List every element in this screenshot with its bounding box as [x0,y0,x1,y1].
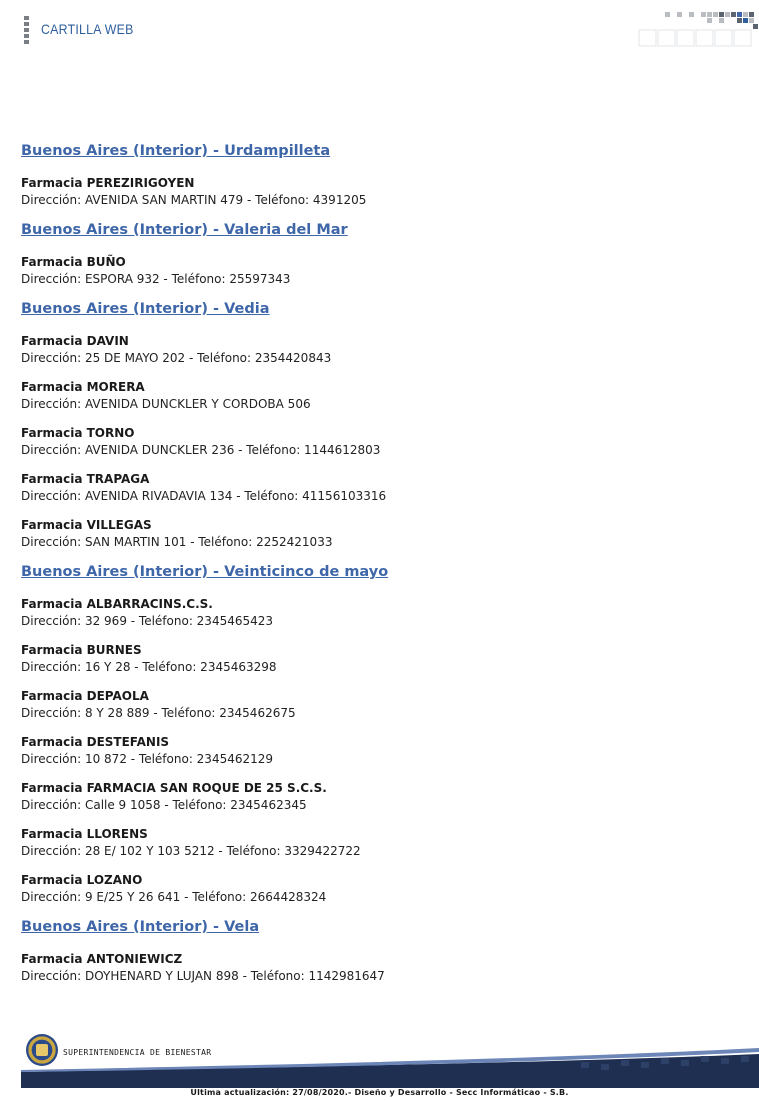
pharmacy-entry [21,688,741,722]
pharmacy-entry [21,333,741,367]
pharmacy-entry [21,951,741,985]
pharmacy-name: Farmacia TORNO [21,426,135,440]
locality-section [21,298,741,551]
pharmacy-address: Dirección: 32 969 - Teléfono: 2345465423 [21,614,274,628]
pharmacy-entry [21,642,741,676]
pharmacy-entry [21,517,741,551]
pharmacy-entry [21,596,741,630]
pharmacy-address: Dirección: DOYHENARD Y LUJAN 898 - Teléfono: 1142981647 [21,969,385,983]
pharmacy-address: Dirección: AVENIDA DUNCKLER 236 - Teléfono: 1144612803 [21,443,381,457]
pharmacy-name: Farmacia BURNES [21,643,142,657]
pharmacy-name: Farmacia TRAPAGA [21,472,150,486]
pharmacy-address: Dirección: 10 872 - Teléfono: 2345462129 [21,752,274,766]
pharmacy-entry [21,780,741,814]
pharmacy-entry [21,734,741,768]
pharmacy-name: Farmacia DAVIN [21,334,129,348]
pharmacy-entry [21,254,741,288]
pharmacy-address: Dirección: AVENIDA DUNCKLER Y CORDOBA 506 [21,397,311,411]
locality-section [21,140,741,209]
locality-link[interactable]: Buenos Aires (Interior) - Urdampilleta [21,143,331,159]
page-header [0,0,759,60]
pharmacy-entry [21,872,741,906]
pharmacy-address: Dirección: Calle 9 1058 - Teléfono: 2345462345 [21,798,307,812]
pharmacy-address: Dirección: ESPORA 932 - Teléfono: 25597343 [21,272,291,286]
pharmacy-entry [21,175,741,209]
page-footer [0,1026,759,1101]
seal-center [36,1044,48,1056]
organization-name: SUPERINTENDENCIA DE BIENESTAR [63,1048,212,1057]
brand-title: CARTILLA WEB [41,21,134,37]
pharmacy-address: Dirección: 28 E/ 102 Y 103 5212 - Teléfono: 3329422722 [21,844,361,858]
last-updated-note: Ultima actualización: 27/08/2020.- Diseño y Desarrollo - Secc Informáticao - S.B. [190,1088,569,1097]
pharmacy-address: Dirección: AVENIDA SAN MARTIN 479 - Teléfono: 4391205 [21,193,367,207]
pharmacy-entry [21,826,741,860]
pharmacy-address: Dirección: 25 DE MAYO 202 - Teléfono: 2354420843 [21,351,332,365]
pharmacy-name: Farmacia MORERA [21,380,145,394]
institution-seal-icon [26,1034,58,1066]
pharmacy-name: Farmacia BUÑO [21,255,126,269]
pharmacy-name: Farmacia DEPAOLA [21,689,149,703]
pharmacy-list [21,140,741,997]
pharmacy-name: Farmacia VILLEGAS [21,518,152,532]
pharmacy-entry [21,425,741,459]
pharmacy-address: Dirección: 9 E/25 Y 26 641 - Teléfono: 2664428324 [21,890,327,904]
pharmacy-address: Dirección: 8 Y 28 889 - Teléfono: 2345462675 [21,706,296,720]
pharmacy-name: Farmacia PEREZIRIGOYEN [21,176,195,190]
pharmacy-name: Farmacia LLORENS [21,827,148,841]
footer-wave-band [21,1038,759,1088]
locality-section [21,561,741,906]
pharmacy-name: Farmacia LOZANO [21,873,143,887]
pharmacy-name: Farmacia FARMACIA SAN ROQUE DE 25 S.C.S. [21,781,327,795]
locality-section [21,916,741,985]
pixel-grid-pattern-icon [637,12,759,48]
pharmacy-address: Dirección: SAN MARTIN 101 - Teléfono: 2252421033 [21,535,333,549]
vertical-dash-bar-icon [24,16,29,46]
locality-link[interactable]: Buenos Aires (Interior) - Vedia [21,301,270,317]
locality-section [21,219,741,288]
pharmacy-name: Farmacia ANTONIEWICZ [21,952,183,966]
locality-link[interactable]: Buenos Aires (Interior) - Veinticinco de mayo [21,564,389,580]
pharmacy-name: Farmacia ALBARRACINS.C.S. [21,597,213,611]
locality-link[interactable]: Buenos Aires (Interior) - Vela [21,919,260,935]
locality-link[interactable]: Buenos Aires (Interior) - Valeria del Mar [21,222,348,238]
pharmacy-entry [21,471,741,505]
pharmacy-entry [21,379,741,413]
pharmacy-address: Dirección: 16 Y 28 - Teléfono: 2345463298 [21,660,277,674]
pharmacy-name: Farmacia DESTEFANIS [21,735,170,749]
pharmacy-address: Dirección: AVENIDA RIVADAVIA 134 - Teléfono: 41156103316 [21,489,387,503]
